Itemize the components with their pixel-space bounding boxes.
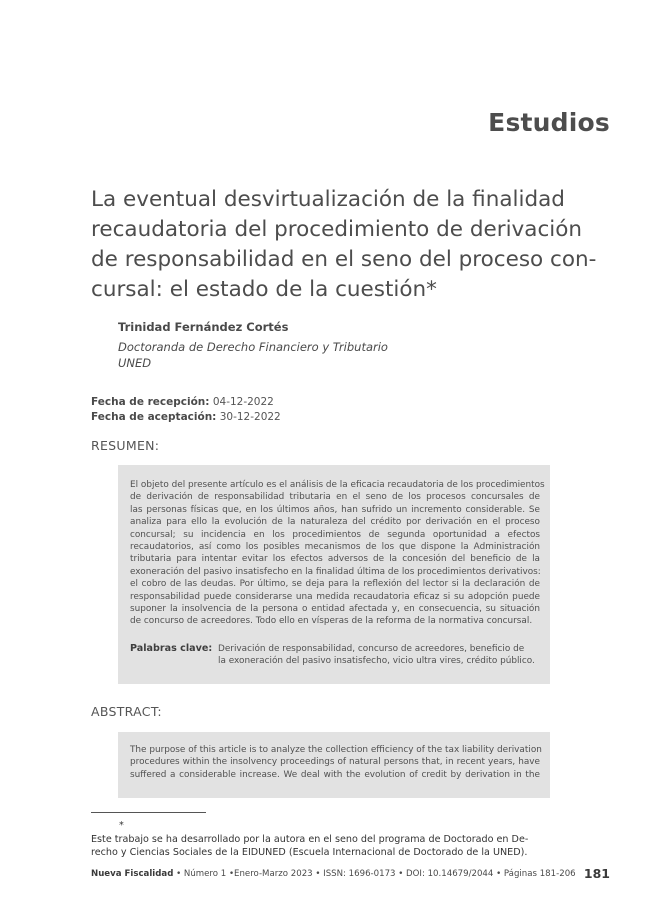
abstract-line: procedures within the insolvency proceedings of natural persons that, in recent years, have [130, 757, 540, 768]
resumen-line: exoneración del pasivo insatisfecho en la finalidad última de los procedimientos derivativos: [130, 566, 541, 577]
resumen-heading: RESUMEN: [91, 438, 160, 453]
affiliation-line: UNED [118, 356, 152, 370]
accepted-value: 30-12-2022 [219, 411, 281, 423]
resumen-text [130, 479, 545, 628]
title-line: de responsabilidad en el seno del proceso con- [91, 247, 597, 272]
resumen-line: El objeto del presente artículo es el análisis de la eficacia recaudatoria de los procedimientos [130, 480, 545, 490]
affiliation-line: Doctoranda de Derecho Financiero y Tributario [118, 340, 388, 354]
resumen-line: concursal; su incidencia en los procedimientos de segunda oportunidad a efectos [130, 529, 540, 540]
section-label: Estudios [488, 108, 610, 137]
resumen-line: recaudatorios, así como los posibles mecanismos de los que dispone la Administración [130, 542, 540, 553]
resumen-line: responsabilidad puede considerarse una medida recaudatoria eficaz si su adopción puede [130, 591, 540, 602]
issue-info: • Número 1 •Enero-Marzo 2023 • ISSN: 1696-0173 • DOI: 10.14679/2044 • Páginas 181-206 [173, 869, 576, 879]
footnote-line: recho y Ciencias Sociales de la EIDUNED (Escuela Internacional de Doctorado de la UNED). [91, 847, 528, 858]
abstract-line: The purpose of this article is to analyze the collection efficiency of the tax liability derivation [130, 745, 542, 755]
accepted-date [91, 410, 281, 425]
journal-info [91, 869, 576, 879]
resumen-line: las personas físicas que, en los últimos años, han sufrido un incremento considerable. Se [130, 504, 540, 515]
resumen-box [118, 465, 550, 684]
article-dates [91, 395, 281, 425]
footnote-mark: * [119, 820, 124, 831]
author-affiliation [118, 339, 388, 371]
resumen-line: tributaria para intentar evitar los efectos adversos de la concesión del beneficio de la [130, 554, 540, 565]
received-value: 04-12-2022 [212, 396, 274, 408]
footnote [91, 819, 576, 860]
resumen-line: el cobro de las deudas. Por último, se deja para la reflexión del lector si la declaración de [130, 579, 540, 590]
page-number: 181 [583, 866, 610, 881]
abstract-box [118, 732, 550, 798]
title-line: recaudatoria del procedimiento de derivación [91, 217, 583, 242]
journal-name: Nueva Fiscalidad [91, 869, 174, 879]
abstract-heading: ABSTRACT: [91, 704, 162, 719]
footnote-line [91, 819, 576, 846]
abstract-text [130, 744, 540, 781]
received-date [91, 395, 281, 410]
footnote-line-text: Este trabajo se ha desarrollado por la autora en el seno del programa de Doctorado en De- [91, 833, 529, 845]
footnote-divider [91, 812, 206, 813]
keywords-label: Palabras clave: [130, 643, 213, 654]
article-title [91, 185, 597, 305]
accepted-label: Fecha de aceptación: [91, 411, 217, 423]
abstract-line: suffered a considerable increase. We deal with the evolution of credit by derivation in the [130, 769, 540, 780]
resumen-line: analiza para ello la evolución de la naturaleza del crédito por derivación en el proceso [130, 517, 540, 528]
keywords-line: la exoneración del pasivo insatisfecho, vicio ultra vires, crédito público. [218, 656, 535, 667]
received-label: Fecha de recepción: [91, 396, 210, 408]
author-name: Trinidad Fernández Cortés [118, 320, 289, 334]
title-line: La eventual desvirtualización de la finalidad [91, 187, 565, 212]
keywords-text [218, 643, 540, 668]
resumen-line: de derivación de responsabilidad tributaria en el seno de los procesos concursales de [130, 492, 540, 503]
keywords-line: Derivación de responsabilidad, concurso de acreedores, beneficio de [218, 644, 525, 654]
resumen-line: de concurso de acreedores. Todo ello en vísperas de la reforma de la normativa concursal. [130, 616, 533, 627]
title-line: cursal: el estado de la cuestión* [91, 277, 437, 302]
resumen-line: suponer la insolvencia de la persona o entidad afectada y, en consecuencia, su situación [130, 604, 540, 615]
